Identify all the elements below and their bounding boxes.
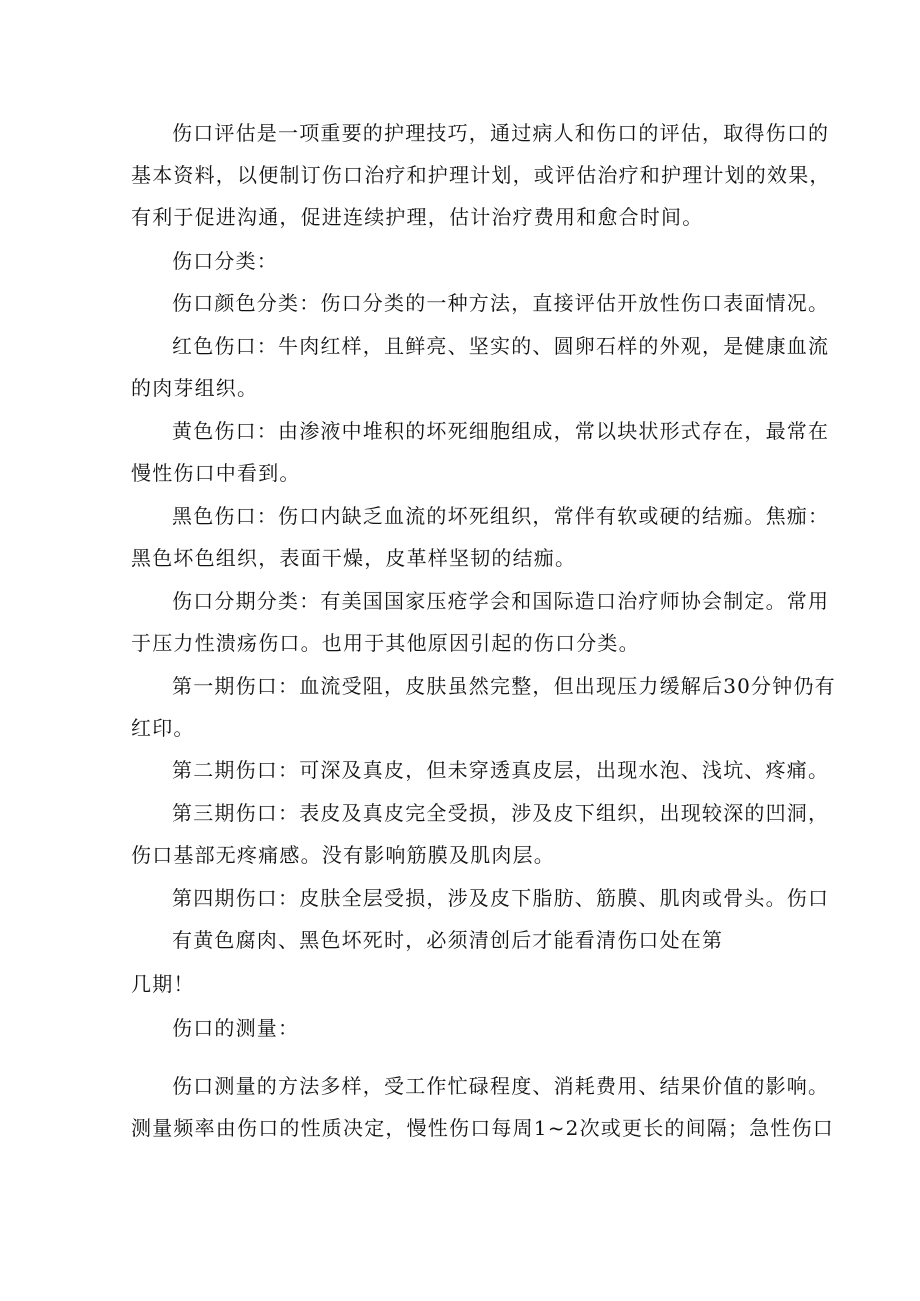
text-line: 有利于促进沟通，促进连续护理，估计治疗费用和愈合时间。	[131, 205, 704, 229]
text-line: 第二期伤口：可深及真皮，但未穿透真皮层，出现水泡、浅坑、疼痛。	[172, 758, 830, 782]
text-line: 第三期伤口：表皮及真皮完全受损，涉及皮下组织，出现较深的凹洞，	[172, 801, 830, 825]
text-line: 红色伤口：牛肉红样，且鲜亮、坚实的、圆卵石样的外观，是健康血流	[172, 334, 830, 358]
text-line: 第一期伤口：血流受阻，皮肤虽然完整，但出现压力缓解后30分钟仍有	[172, 674, 836, 698]
text-line: 黑色坏色组织，表面干燥，皮革样坚韧的结痂。	[131, 546, 577, 570]
text-line: 伤口分期分类：有美国国家压疮学会和国际造口治疗师协会制定。常用	[172, 589, 830, 613]
text-line: 测量频率由伤口的性质决定，慢性伤口每周1~2次或更长的间隔；急性伤口	[131, 1116, 835, 1140]
text-line: 第四期伤口：皮肤全层受损，涉及皮下脂肪、筋膜、肌肉或骨头。伤口	[172, 886, 830, 910]
text-line: 伤口评估是一项重要的护理技巧，通过病人和伤口的评估，取得伤口的	[172, 121, 830, 145]
text-line: 几期！	[131, 972, 195, 996]
text-line: 黄色伤口：由渗液中堆积的坏死细胞组成，常以块状形式存在，最常在	[172, 419, 830, 443]
text-line: 黑色伤口：伤口内缺乏血流的坏死组织，常伴有软或硬的结痂。焦痂：	[172, 504, 830, 528]
text-line: 于压力性溃疡伤口。也用于其他原因引起的伤口分类。	[131, 631, 640, 655]
text-line: 伤口颜色分类：伤口分类的一种方法，直接评估开放性伤口表面情况。	[172, 291, 830, 315]
section-heading: 伤口分类：	[172, 249, 278, 273]
text-line: 有黄色腐肉、黑色坏死时，必须清创后才能看清伤口处在第	[172, 928, 724, 952]
text-line: 慢性伤口中看到。	[131, 461, 301, 485]
section-heading: 伤口的测量：	[172, 1016, 300, 1040]
text-line: 红印。	[131, 716, 195, 740]
text-line: 的肉芽组织。	[131, 376, 259, 400]
text-line: 伤口基部无疼痛感。没有影响筋膜及肌肉层。	[131, 843, 555, 867]
text-line: 伤口测量的方法多样，受工作忙碌程度、消耗费用、结果价值的影响。	[172, 1074, 830, 1098]
text-line: 基本资料，以便制订伤口治疗和护理计划，或评估治疗和护理计划的效果，	[131, 163, 831, 187]
